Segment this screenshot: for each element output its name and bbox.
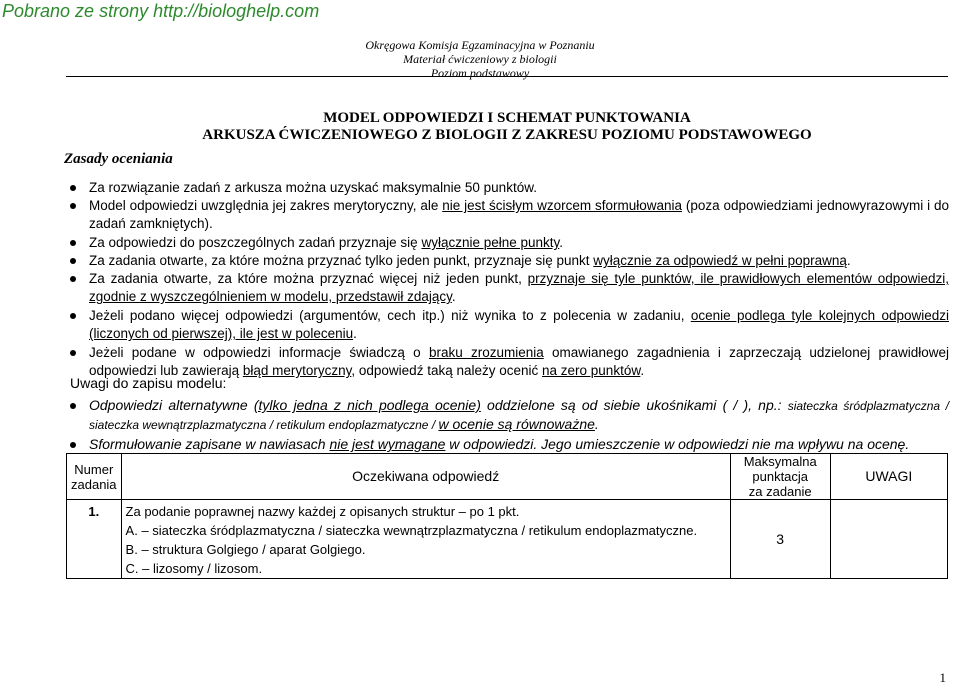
section-heading: Zasady oceniania	[64, 151, 173, 167]
header-line-2: Materiał ćwiczeniowy z biologii	[403, 52, 557, 66]
watermark: Pobrano ze strony http://biologhelp.com	[2, 1, 320, 21]
rule-5: Za zadania otwarte, za które można przyznać więcej niż jeden punkt, przyznaje się tyle punktów, ile prawidłowych elementów odpowiedzi, zgodnie z wyszczególnieniem w modelu, przedstawił zdający.	[89, 271, 949, 305]
answer-line: B. – struktura Golgiego / aparat Golgiego.	[125, 542, 366, 557]
rule-3: Za odpowiedzi do poszczególnych zadań przyznaje się wyłącznie pełne punkty.	[89, 235, 564, 250]
expected-answer	[121, 500, 730, 579]
header-notes: UWAGI	[830, 454, 947, 500]
bullet-icon	[70, 185, 76, 191]
rule-7: Jeżeli podane w odpowiedzi informacje świadczą o braku zrozumienia omawianego zagadnienia i zaprzeczają udzielonej prawidłowej odpowiedzi lub zawierają błąd merytoryczny, odpowiedź taką należy ocenić na zero punktów.	[89, 345, 949, 379]
header-line-1: Okręgowa Komisja Egzaminacyjna w Poznaniu	[365, 38, 595, 52]
model-notes-heading: Uwagi do zapisu modelu:	[70, 375, 227, 391]
answer-line: Za podanie poprawnej nazwy każdej z opisanych struktur – po 1 pkt.	[125, 504, 520, 519]
title-line-1: MODEL ODPOWIEDZI I SCHEMAT PUNKTOWANIA	[323, 110, 691, 126]
rule-2: Model odpowiedzi uwzględnia jej zakres merytoryczny, ale nie jest ścisłym wzorcem sformułowania (poza odpowiedziami jednowyrazowymi i do zadań zamkniętych).	[89, 198, 949, 232]
table-header-row	[67, 454, 948, 500]
answer-table	[66, 453, 948, 579]
answer-line: C. – lizosomy / lizosom.	[125, 561, 263, 576]
model-note-2: Sformułowanie zapisane w nawiasach nie jest wymagane w odpowiedzi. Jego umieszczenie w odpowiedzi nie ma wpływu na ocenę.	[89, 436, 910, 452]
header-expected-answer: Oczekiwana odpowiedź	[121, 454, 730, 500]
page-number: 1	[939, 670, 946, 685]
notes-cell	[830, 500, 947, 579]
header-rule	[66, 76, 948, 77]
header-max-points: Maksymalna punktacja za zadanie	[730, 454, 830, 500]
bullet-icon	[70, 350, 76, 356]
bullet-icon	[70, 240, 76, 246]
header-line-3: Poziom podstawowy	[430, 66, 530, 80]
bullet-icon	[70, 276, 76, 282]
rule-1: Za rozwiązanie zadań z arkusza można uzyskać maksymalnie 50 punktów.	[89, 180, 537, 195]
bullet-icon	[70, 258, 76, 264]
task-number: 1.	[67, 500, 122, 579]
bullet-icon	[70, 403, 76, 409]
header-task-number: Numer zadania	[67, 454, 122, 500]
table-row	[67, 500, 948, 579]
bullet-icon	[70, 313, 76, 319]
max-points: 3	[730, 500, 830, 579]
bullet-icon	[70, 442, 76, 448]
rule-4: Za zadania otwarte, za które można przyznać tylko jeden punkt, przyznaje się punkt wyłącznie za odpowiedź w pełni poprawną.	[89, 253, 851, 268]
bullet-icon	[70, 203, 76, 209]
title-line-2: ARKUSZA ĆWICZENIOWEGO Z BIOLOGII Z ZAKRESU POZIOMU PODSTAWOWEGO	[202, 127, 812, 143]
rule-6: Jeżeli podano więcej odpowiedzi (argumentów, cech itp.) niż wynika to z polecenia w zadaniu, ocenie podlega tyle kolejnych odpowiedzi (liczonych od pierwszej), ile jest w poleceniu.	[89, 308, 949, 342]
model-note-1: Odpowiedzi alternatywne (tylko jedna z nich podlega ocenie) oddzielone są od siebie ukośnikami ( / ), np.: siateczka śródplazmatyczna / siateczka wewnątrzplazmatyczna / retikulum endoplazmatyczne / w ocenie są równoważne.	[89, 397, 950, 433]
answer-line: A. – siateczka śródplazmatyczna / siateczka wewnątrzplazmatyczna / retikulum endoplazmatyczne.	[125, 523, 698, 538]
